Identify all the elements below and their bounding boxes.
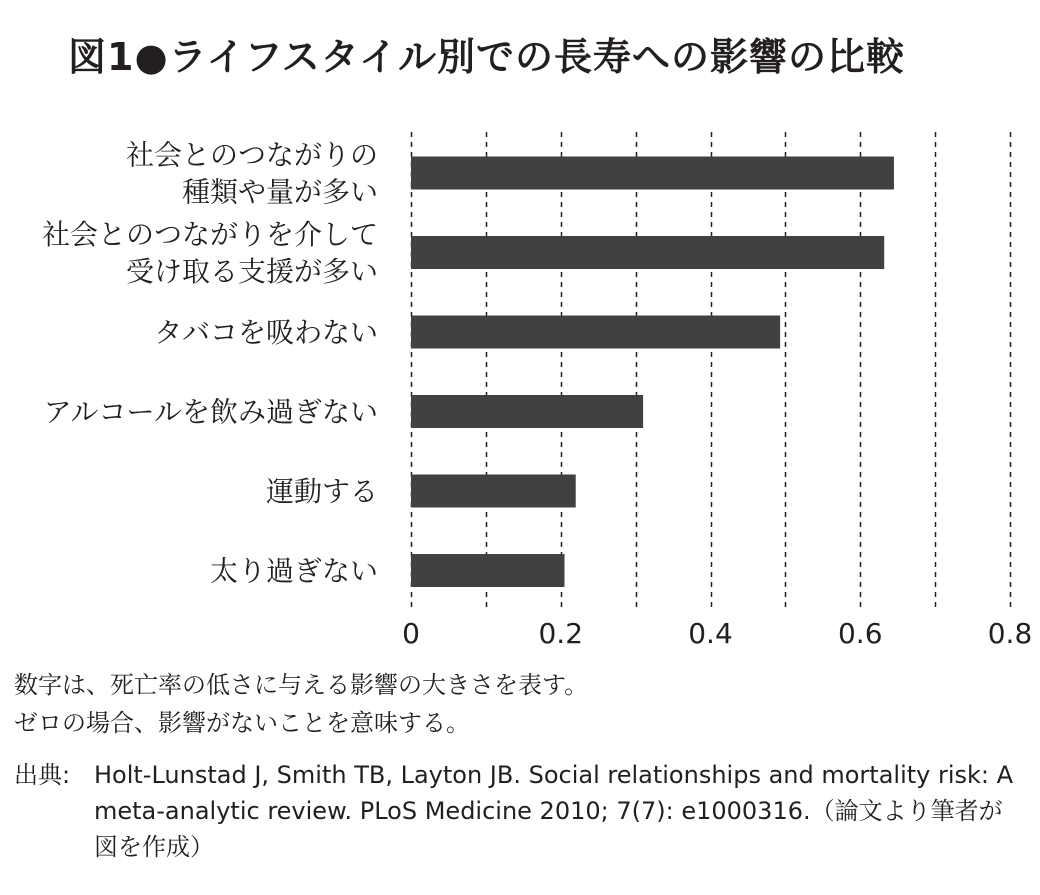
x-tick-label: 0.6 (837, 617, 883, 650)
source-text: Holt-Lunstad J, Smith TB, Layton JB. Social relationships and mortality risk: A meta-analytic review. PLoS Medicine 2010; 7(7): e1000316.（論文より筆者が図を作成） (94, 761, 1014, 861)
bar (411, 554, 564, 587)
category-label: 受け取る支援が多い (125, 255, 378, 288)
category-labels (42, 139, 378, 588)
bar (411, 475, 576, 508)
source-label: 出典: (14, 761, 71, 789)
bar (411, 395, 643, 428)
category-label: 運動する (265, 475, 378, 508)
grid-lines (412, 132, 1011, 608)
bar (411, 236, 884, 269)
x-tick-labels (402, 617, 1032, 650)
bar (411, 157, 894, 190)
chart-title: 図1●ライフスタイル別での長寿への影響の比較 (68, 35, 906, 79)
category-label: アルコールを飲み過ぎない (43, 395, 378, 429)
bar (411, 316, 780, 349)
bars (411, 157, 894, 588)
note-line-1: 数字は、死亡率の低さに与える影響の大きさを表す。 (14, 671, 589, 699)
category-label: 社会とのつながりの (125, 138, 378, 172)
x-tick-label: 0.8 (987, 617, 1033, 650)
note-line-2: ゼロの場合、影響がないことを意味する。 (14, 709, 470, 737)
source-citation (14, 757, 1014, 865)
category-label: 種類や量が多い (181, 175, 378, 209)
x-tick-label: 0.2 (538, 617, 584, 650)
category-label: タバコを吸わない (154, 316, 378, 349)
notes (14, 666, 588, 742)
category-label: 太り過ぎない (209, 554, 378, 588)
x-tick-label: 0 (402, 617, 420, 650)
x-tick-label: 0.4 (688, 617, 733, 650)
category-label: 社会とのつながりを介して (41, 218, 378, 251)
